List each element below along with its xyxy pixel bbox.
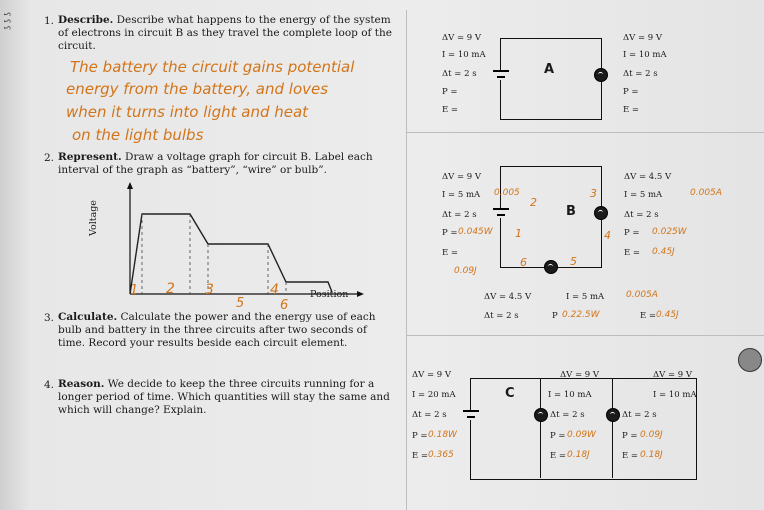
q1-answer-line1: The battery the circuit gains potential [70, 58, 355, 76]
a-right-dv: ΔV = 9 V [623, 33, 663, 43]
voltage-graph [100, 182, 365, 302]
a-right-p: P = [623, 87, 639, 97]
b-right-p-answer: 0.025W [652, 227, 687, 237]
a-left-p: P = [442, 87, 458, 97]
panel-divider-1 [406, 132, 764, 133]
b-bottom-e-answer: 0.45J [656, 310, 679, 320]
q1-bold: Describe. [58, 14, 114, 26]
circuit-b-right-bulb [594, 206, 608, 220]
circuit-c-right-branch [612, 378, 613, 478]
q4-text [58, 378, 394, 417]
c-right-dt: Δt = 2 s [622, 410, 657, 420]
a-right-i: I = 10 mA [623, 50, 667, 60]
q2-bold: Represent. [58, 151, 122, 163]
c-mid-i: I = 10 mA [548, 390, 592, 400]
q3-bold: Calculate. [58, 311, 118, 323]
b-right-dv: ΔV = 4.5 V [624, 172, 672, 182]
q3-number: 3. [44, 312, 55, 324]
circuit-b-loop [500, 166, 602, 268]
q4-prompt: We decide to keep the three circuits running for a longer period of time. Which quantities will stay the same and which will change? Explain. [58, 378, 390, 416]
panel-divider-2 [406, 335, 764, 336]
b-right-p: P = [624, 228, 640, 238]
b-right-e-answer: 0.45J [652, 247, 675, 257]
b-left-p: P = [442, 228, 458, 238]
c-mid-p: P = [550, 431, 566, 441]
c-right-dv: ΔV = 9 V [653, 370, 693, 380]
graph-interval-5: 5 [236, 296, 245, 311]
graph-interval-6: 6 [280, 298, 289, 313]
q4-bold: Reason. [58, 378, 105, 390]
graph-x-arrow [357, 291, 364, 297]
circuit-c-right-bulb [606, 408, 620, 422]
b-left-dv: ΔV = 9 V [442, 172, 482, 182]
c-mid-dt: Δt = 2 s [550, 410, 585, 420]
a-left-dv: ΔV = 9 V [442, 33, 482, 43]
b-bottom-i: I = 5 mA [566, 292, 605, 302]
circuit-c-middle-branch [540, 378, 541, 478]
b-mark-3: 3 [590, 187, 597, 200]
b-bottom-e: E = [640, 311, 657, 321]
a-left-i: I = 10 mA [442, 50, 486, 60]
b-right-dt: Δt = 2 s [624, 210, 659, 220]
b-left-e: E = [442, 248, 459, 258]
b-bottom-dv: ΔV = 4.5 V [484, 292, 532, 302]
a-right-dt: Δt = 2 s [623, 69, 658, 79]
circuit-c-middle-bulb [534, 408, 548, 422]
voltage-trace [130, 214, 332, 294]
graph-interval-2: 2 [166, 281, 175, 297]
b-bottom-p: P [552, 311, 558, 321]
c-mid-p-answer: 0.09W [567, 430, 596, 440]
circuit-b-letter: B [566, 204, 576, 219]
c-right-i: I = 10 mA [653, 390, 697, 400]
circuit-c-letter: C [505, 386, 515, 401]
b-left-p-answer: 0.045W [458, 227, 493, 237]
circuit-a-letter: A [544, 62, 555, 77]
binder-edge-text: ʕ ʕ ʕ [2, 12, 11, 30]
circuit-a-loop [500, 38, 602, 120]
circuit-c-battery [463, 410, 479, 420]
b-right-i: I = 5 mA [624, 190, 663, 200]
c-left-e-answer: 0.365 [428, 450, 454, 460]
c-left-dv: ΔV = 9 V [412, 370, 452, 380]
b-bottom-p-answer: 0.22.5W [562, 310, 600, 320]
corner-doodle [738, 348, 762, 372]
graph-y-arrow [127, 182, 133, 189]
c-mid-e: E = [550, 451, 567, 461]
b-mark-4: 4 [604, 229, 611, 242]
b-mark-6: 6 [520, 256, 527, 269]
q1-number: 1. [44, 15, 55, 27]
c-left-e: E = [412, 451, 429, 461]
circuit-b-battery [493, 208, 509, 218]
q4-number: 4. [44, 379, 55, 391]
c-left-i: I = 20 mA [412, 390, 456, 400]
c-right-p: P = [622, 431, 638, 441]
b-left-e-answer: 0.09J [454, 266, 477, 276]
panel-divider-vertical [406, 10, 407, 510]
q2-text [58, 151, 388, 177]
graph-interval-1: 1 [130, 283, 139, 298]
b-left-i: I = 5 mA [442, 190, 481, 200]
graph-ylabel: Voltage [88, 200, 99, 236]
b-right-e: E = [624, 248, 641, 258]
q3-prompt: Calculate the power and the energy use of each bulb and battery in the three circuits after two seconds of time. Record your results beside each circuit element. [58, 311, 376, 349]
a-left-dt: Δt = 2 s [442, 69, 477, 79]
q1-prompt: Describe what happens to the energy of the system of electrons in circuit B as they travel the complete loop of the circuit. [58, 14, 392, 52]
b-mark-1: 1 [515, 227, 522, 240]
b-left-dt: Δt = 2 s [442, 210, 477, 220]
a-right-e: E = [623, 105, 640, 115]
q1-text [58, 14, 393, 53]
c-left-p-answer: 0.18W [428, 430, 457, 440]
b-bottom-dt: Δt = 2 s [484, 311, 519, 321]
q1-answer-line2: energy from the battery, and loves [66, 80, 329, 98]
q2-prompt: Draw a voltage graph for circuit B. Label each interval of the graph as “battery”, “wire” or bulb”. [58, 151, 373, 176]
q2-number: 2. [44, 152, 55, 164]
c-left-dt: Δt = 2 s [412, 410, 447, 420]
q3-text [58, 311, 394, 350]
c-right-e: E = [622, 451, 639, 461]
a-left-e: E = [442, 105, 459, 115]
graph-interval-3: 3 [205, 282, 214, 298]
circuit-a-battery [493, 70, 509, 80]
circuit-a-bulb [594, 68, 608, 82]
b-mark-2: 2 [530, 196, 537, 209]
b-left-i-answer: 0.005 [494, 188, 520, 198]
graph-interval-4: 4 [270, 282, 279, 298]
circuit-b-bottom-bulb [544, 260, 558, 274]
c-mid-dv: ΔV = 9 V [560, 370, 600, 380]
b-bottom-i-answer: 0.005A [626, 290, 658, 300]
b-right-i-answer: 0.005A [690, 188, 722, 198]
c-right-p-answer: 0.09J [640, 430, 663, 440]
graph-xlabel: Position [310, 289, 349, 300]
c-left-p: P = [412, 431, 428, 441]
c-right-e-answer: 0.18J [640, 450, 663, 460]
q1-answer-line4: on the light bulbs [72, 126, 204, 144]
q1-answer-line3: when it turns into light and heat [66, 103, 309, 121]
c-mid-e-answer: 0.18J [567, 450, 590, 460]
b-mark-5: 5 [570, 255, 577, 268]
